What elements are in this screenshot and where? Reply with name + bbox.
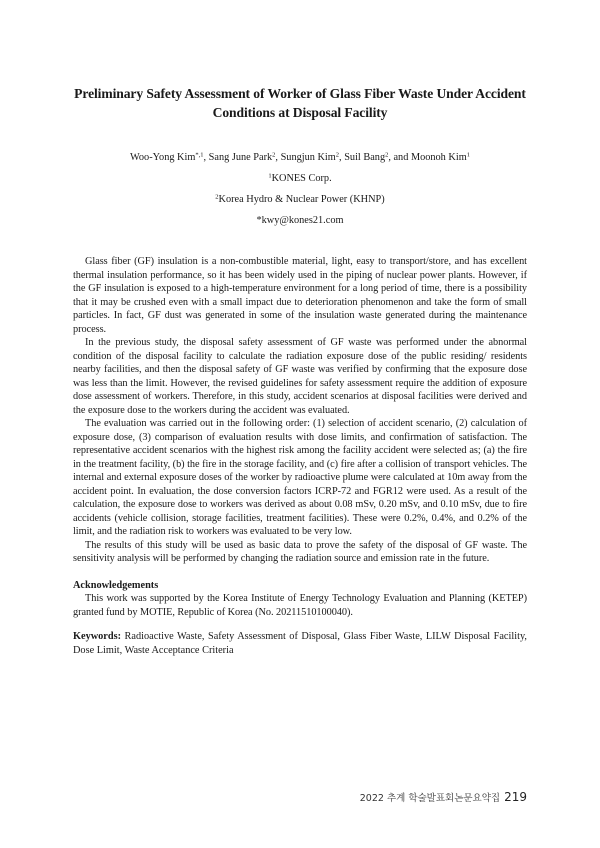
- author: Suil Bang$^2$, and: [344, 151, 411, 163]
- keywords-label: Keywords:: [73, 631, 122, 642]
- acknowledgements-heading: Acknowledgements: [73, 579, 159, 591]
- author: Sungjun Kim$^2$,: [280, 151, 345, 163]
- author-list: [73, 151, 527, 164]
- corresponding-email: *kwy@kones21.com: [256, 215, 344, 226]
- keywords-text: Radioactive Waste, Safety Assessment of Disposal, Glass Fiber Waste, LILW Disposal Facility, Dose Limit, Waste Acceptance Criteria: [73, 631, 527, 656]
- abstract-paragraph: In the previous study, the disposal safety assessment of GF waste was performed under the abnormal condition of the disposal facility to calculate the radiation exposure dose of the public residing/ residents nearby facilities, and then the disposal safety of GF waste was verified by confirming that the exposure dose was less than the limit. However, the revised guidelines for safety assessment require the addition of exposure dose assessment of workers. Therefore, in this study, accident scenarios at disposal facilities were derived and the exposure dose to the workers during the accident was evaluated.: [73, 337, 527, 416]
- abstract-paragraph: The results of this study will be used as basic data to prove the safety of the disposal of GF waste. The sensitivity analysis will be performed by changing the radiation source and emission rate in the future.: [73, 539, 527, 564]
- page-footer: [360, 790, 527, 804]
- author: Sang June Park$^2$,: [208, 151, 281, 163]
- paper-page: [73, 84, 527, 657]
- acknowledgements-text: This work was supported by the Korea Institute of Energy Technology Evaluation and Planning (KETEP) granted fund by MOTIE, Republic of Korea (No. 20211510100040).: [73, 593, 527, 618]
- author: Woo-Yong Kim$^{*,1}$,: [130, 151, 209, 163]
- abstract-body: [73, 255, 527, 566]
- affiliation: $^1$KONES Corp.: [268, 172, 332, 184]
- keywords: [73, 630, 527, 657]
- title-line-1: Preliminary Safety Assessment of Worker of Glass Fiber Waste Under Accident: [74, 86, 526, 101]
- title-line-2: Conditions at Disposal Facility: [212, 105, 388, 120]
- affiliation: $^2$Korea Hydro & Nuclear Power (KHNP): [215, 193, 385, 205]
- page-number: 219: [504, 790, 527, 804]
- abstract-paragraph: The evaluation was carried out in the following order: (1) selection of accident scenario, (2) calculation of exposure dose, (3) comparison of evaluation results with dose limits, and confirmation of satisfaction. The representative accident scenarios with the highest risk among the facility accident were selected as; (a) the fire in the treatment facility, (b) the fire in the storage facility, and (c) fire after a collision of transport vehicles. The internal and external exposure doses of the worker by radioactive plume were calculated at 10m away from the accident point. In evaluation, the dose conversion factors ICRP-72 and FGR12 were used. As a result of the calculation, the exposure dose to workers was derived as about 0.08 mSv, 0.20 mSv, and 0.10 mSv, due to fire accidents (vehicle collision, storage facilities, treatment facilities). These were 0.2%, 0.4%, and 0.2% of the limit, and the radiation risk to workers was evaluated to be very low.: [73, 418, 527, 537]
- author: Moonoh Kim$^1$: [410, 151, 470, 163]
- abstract-paragraph: Glass fiber (GF) insulation is a non-combustible material, light, easy to transport/store, and has excellent thermal insulation performance, so it has been widely used in the piping of nuclear power plants. However, if the GF insulation is exposed to a high-temperature environment for a long period of time, there is a possibility that it may be crushed even with a small impact due to deterioration phenomenon and take the form of small particles. In fact, GF dust was generated in some of the insulation waste generated during the maintenance process.: [73, 256, 527, 335]
- proceedings-title: 2022 추계 학술발표회논문요약집: [359, 793, 501, 804]
- paper-title: [73, 84, 527, 122]
